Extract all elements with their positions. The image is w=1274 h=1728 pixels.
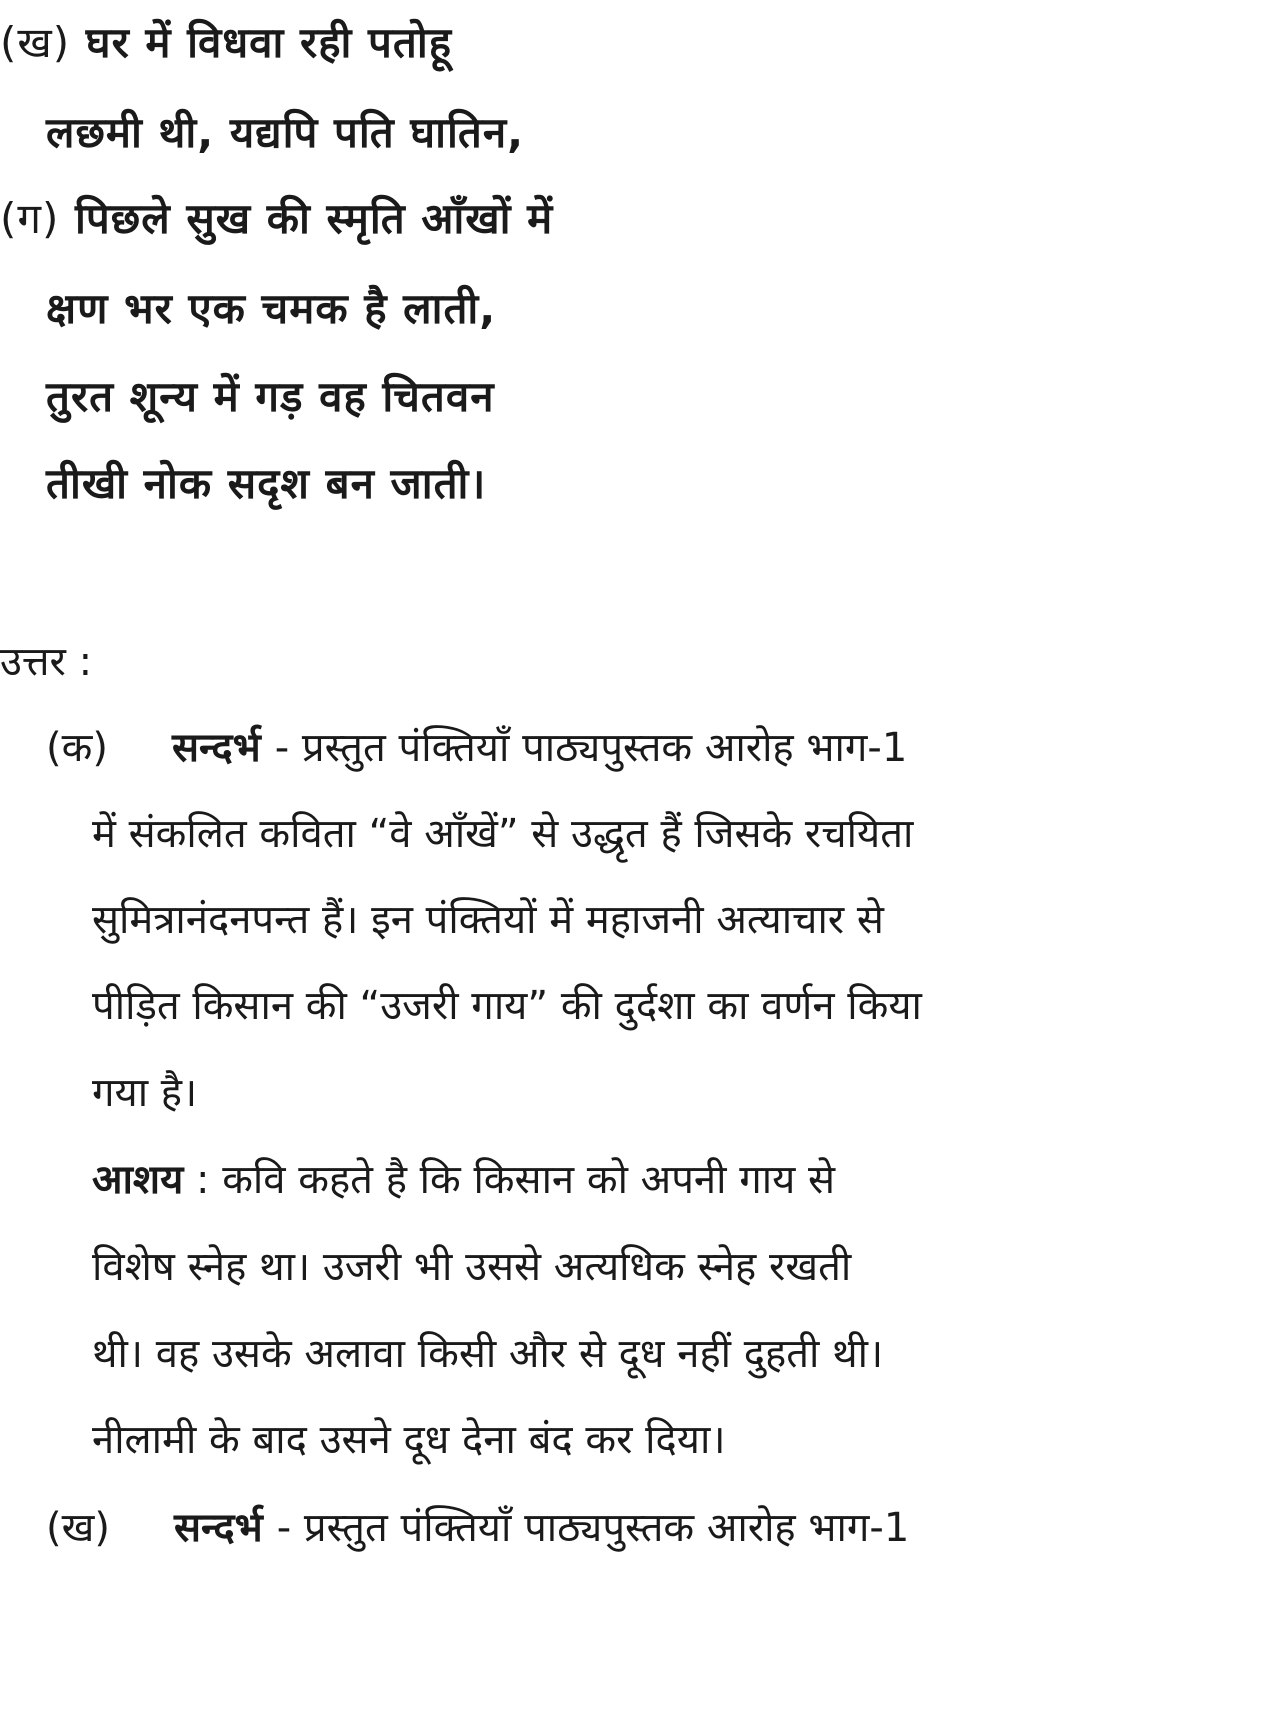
- poem-ga-line-4: तीखी नोक सदृश बन जाती।: [46, 459, 487, 508]
- answer-ka-context-line-5: गया है।: [92, 1070, 198, 1116]
- poem-kha-line-2: लछमी थी, यद्यपि पति घातिन,: [46, 108, 525, 157]
- answer-heading: उत्तर :: [0, 639, 93, 685]
- answer-ka-marker: (क): [46, 725, 108, 771]
- answer-kha-context-line-1-body: [173, 1505, 1152, 1551]
- poem-ga-line-2: क्षण भर एक चमक है लाती,: [46, 284, 497, 333]
- poem-ga-line-1-text: पिछले सुख की स्मृति आँखों में: [75, 194, 554, 243]
- answer-ka-context-label: सन्दर्भ: [171, 725, 261, 771]
- poem-ga-marker: (ग): [0, 194, 60, 243]
- answer-ka-meaning-line-1-rest: : कवि कहते है कि किसान को अपनी गाय से: [196, 1157, 836, 1203]
- answer-kha-context-line-1: [46, 1505, 1152, 1551]
- answer-ka-context-line-2: में संकलित कविता “वे आँखें” से उद्धृत हैं जिसके रचयिता: [92, 811, 914, 857]
- answer-ka-meaning-line-3: थी। वह उसके अलावा किसी और से दूध नहीं दुहती थी।: [92, 1331, 884, 1377]
- poem-kha-line-1-text: घर में विधवा रही पतोहू: [85, 18, 452, 67]
- answer-kha-marker: (ख): [46, 1505, 110, 1551]
- answer-ka-context-line-1-body: [171, 725, 1152, 771]
- answer-ka-meaning-label: आशय: [92, 1157, 184, 1203]
- answer-ka-context-line-1: [46, 725, 1152, 771]
- answer-kha-context-line-1-rest: - प्रस्तुत पंक्तियाँ पाठ्यपुस्तक आरोह भाग-1: [276, 1505, 910, 1551]
- answer-kha-context-label: सन्दर्भ: [173, 1505, 263, 1551]
- answer-ka-context-line-4: पीड़ित किसान की “उजरी गाय” की दुर्दशा का वर्णन किया: [92, 983, 922, 1029]
- poem-ga-line-3: तुरत शून्य में गड़ वह चितवन: [46, 372, 495, 421]
- poem-ga-line-1: [0, 194, 554, 243]
- answer-ka-meaning-line-2: विशेष स्नेह था। उजरी भी उससे अत्यधिक स्नेह रखती: [92, 1244, 852, 1290]
- answer-ka-context-line-1-rest: - प्रस्तुत पंक्तियाँ पाठ्यपुस्तक आरोह भाग-1: [274, 725, 908, 771]
- poem-kha-line-1: [0, 18, 452, 67]
- answer-ka-meaning-line-4: नीलामी के बाद उसने दूध देना बंद कर दिया।: [92, 1417, 726, 1463]
- poem-kha-marker: (ख): [0, 18, 71, 67]
- answer-ka-meaning-line-1: [92, 1157, 836, 1203]
- answer-ka-context-line-3: सुमित्रानंदनपन्त हैं। इन पंक्तियों में महाजनी अत्याचार से: [92, 897, 884, 943]
